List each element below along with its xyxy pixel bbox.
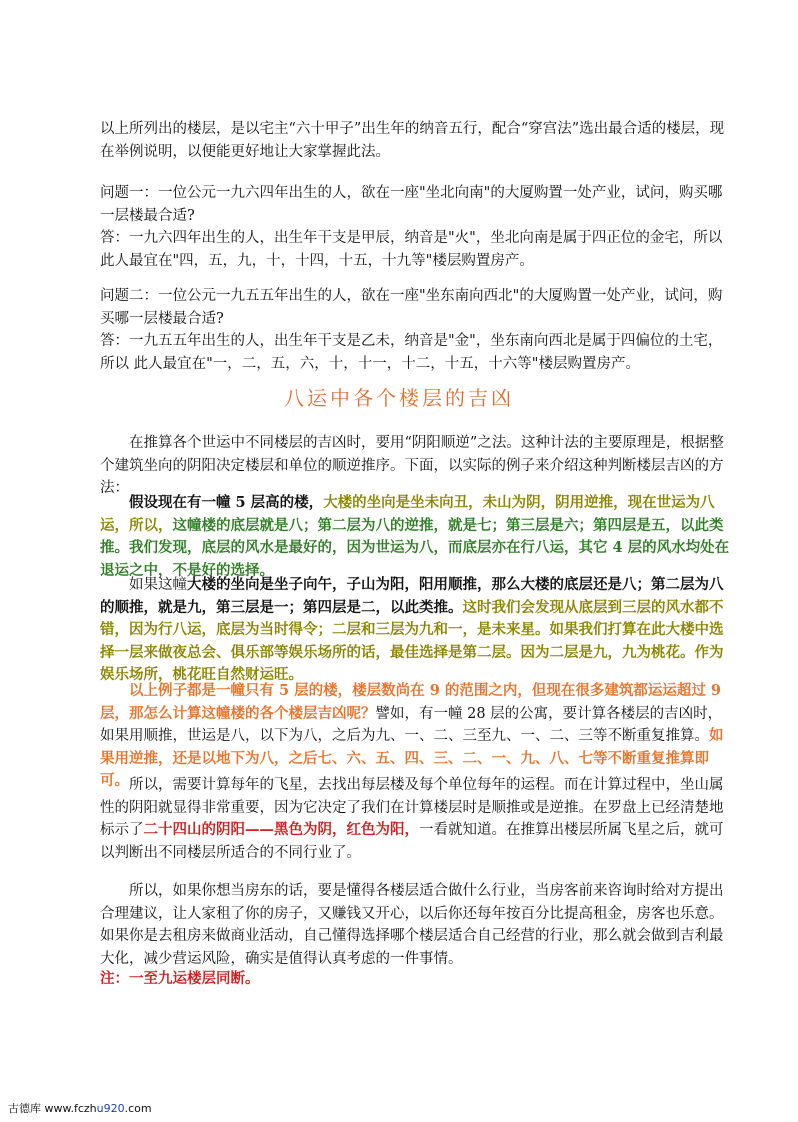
footer-url-suffix: .com bbox=[124, 1102, 152, 1115]
note-paragraph bbox=[100, 968, 736, 991]
footer-url-highlight: u920 bbox=[96, 1102, 125, 1115]
example-three-plain: 譬如，有一幢 28 层的公寓，要计算各楼层的吉凶时，如果用顺推，世运是八，以下为八，之后为九、一、二、三至九、一、二、三等不断重复推算。 bbox=[100, 705, 723, 744]
answer-two-text: 答：一九五五年出生的人，出生年干支是乙未，纳音是"金"，坐东南向西北是属于四偏位的土宅，所以 此人最宜在"一，二，五，六，十，十一，十二，十五，十六等"楼层购置房产。 bbox=[100, 333, 723, 372]
flying-star-tail: 一看就知道。在推算出楼层所属飞星之后，就可以判断出不同楼层所适合的不同行业了。 bbox=[100, 822, 724, 861]
example-two-olive: 这时我们会发现从底层到三层的风水都不错，因为行八运，底层为当时得令；二层和三层为九和一，是未来星。 bbox=[100, 598, 724, 638]
method-paragraph bbox=[100, 432, 736, 500]
example-one-lead: 假设现在有一幢 5 层高的楼， bbox=[129, 494, 324, 511]
example-two-paragraph bbox=[100, 574, 736, 687]
question-two-text: 问题二：一位公元一九五五年出生的人，欲在一座"坐东南向西北"的大厦购置一处产业，试问，购买哪一层楼最合适? bbox=[100, 288, 723, 327]
example-three-orange: 以上例子都是一幢只有 5 层的楼，楼层数尚在 9 的范围之内，但现在很多建筑都运运超过 9 层，那怎么计算这幢楼的各个楼层吉凶呢？ bbox=[100, 682, 722, 722]
flying-star-text: 所以，需要计算每年的飞星，去找出每层楼及每个单位每年的运程。而在计算过程中，坐山属性的阴阳就显得非常重要，因为它决定了我们在计算楼层时是顺推或是逆推。在罗盘上已经清楚地标示了 bbox=[100, 777, 724, 838]
note-text: 注：一至九运楼层同断。 bbox=[100, 970, 260, 987]
question-one-text: 问题一：一位公元一九六四年出生的人，欲在一座"坐北向南"的大厦购置一处产业，试问，购买哪一层楼最合适? bbox=[100, 185, 723, 224]
example-two-olive-b: 如果我们打算在此大楼中选择一层来做夜总会、俱乐部等娱乐场所的话，最佳选择是第二层。因为二层是九，九为桃花。作为娱乐场所，桃花旺自然财运旺。 bbox=[100, 621, 724, 683]
example-three-orange-b: 如果用逆推，还是以地下为八，之后七、六、五、四、三、二、一、九、八、七等不断重复推算即可。 bbox=[100, 727, 724, 789]
flying-star-red: 二十四山的阴阳——黑色为阴，红色为阳， bbox=[143, 821, 419, 838]
example-two-lead: 如果这幢 bbox=[129, 577, 187, 593]
landlord-text: 所以，如果你想当房东的话，要是懂得各楼层适合做什么行业，当房客前来咨询时给对方提出合理建议，让人家租了你的房子，又赚钱又开心，以后你还每年按百分比提高租金，房客也乐意。如果你是去租房来做商业活动，自己懂得选择哪个楼层适合自己经营的行业，那么就会做到吉利最大化，减少营运风险，确实是值得认真考虑的一件事情。 bbox=[100, 883, 724, 967]
intro-paragraph bbox=[100, 118, 736, 163]
question-one bbox=[100, 182, 736, 227]
example-one-green: 这幢楼的底层就是八；第二层为八的逆推，就是七；第三层是六；第四层是五，以此类推。我们发现，底层的风水是最好的，因为世运为八，而底层亦在行八运，其它 4 层的风水均处在退运之中，不是好的选择。 bbox=[100, 516, 730, 579]
intro-text: 以上所列出的楼层，是以宅主“六十甲子”出生年的纳音五行，配合“穿宫法”选出最合适的楼层，现在举例说明，以便能更好地让大家掌握此法。 bbox=[100, 121, 725, 160]
footer-url[interactable] bbox=[45, 1102, 152, 1115]
footer-url-prefix: www.fczh bbox=[44, 1102, 97, 1115]
answer-one-text: 答：一九六四年出生的人，出生年干支是甲辰，纳音是"火"，坐北向南是属于四正位的金宅，所以此人最宜在"四，五，九，十，十四，十五，十九等"楼层购置房产。 bbox=[100, 230, 723, 269]
footer-watermark bbox=[8, 1100, 152, 1116]
example-two-bold: 大楼的坐向是坐子向午，子山为阳，阳用顺推，那么大楼的底层还是八；第二层为八的顺推，就是九，第三层是一；第四层是二，以此类推。 bbox=[100, 576, 724, 616]
answer-two bbox=[100, 330, 736, 375]
method-text: 在推算各个世运中不同楼层的吉凶时，要用“阴阳顺逆”之法。这种计法的主要原理是，根据整个建筑坐向的阴阳决定楼层和单位的顺逆推序。下面，以实际的例子来介绍这种判断楼层吉凶的方法： bbox=[100, 435, 724, 496]
question-two bbox=[100, 285, 736, 330]
landlord-paragraph bbox=[100, 880, 736, 970]
example-one-olive: 大楼的坐向是坐未向丑，未山为阴，阴用逆推，现在世运为八运，所以， bbox=[100, 494, 715, 534]
answer-one bbox=[100, 227, 736, 272]
section-title: 八运中各个楼层的吉凶 bbox=[284, 386, 514, 410]
footer-label: 古德库 bbox=[8, 1102, 41, 1115]
example-one-paragraph bbox=[100, 492, 736, 582]
flying-star-paragraph bbox=[100, 774, 736, 864]
